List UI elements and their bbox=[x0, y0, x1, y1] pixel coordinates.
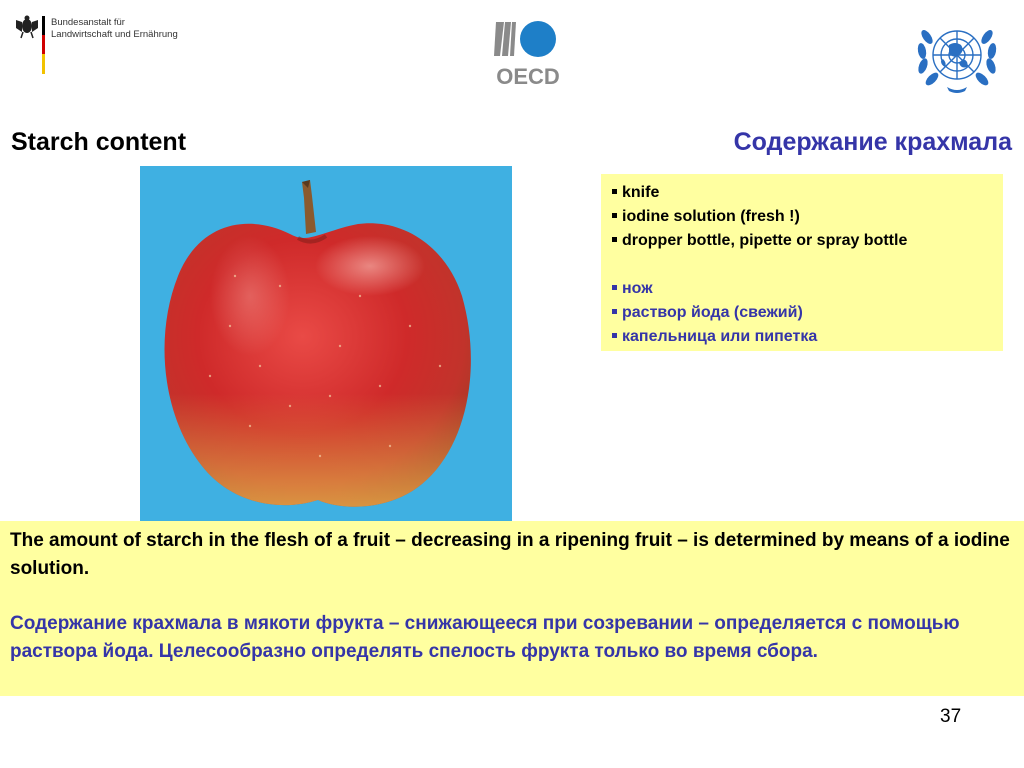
bullet-icon bbox=[612, 189, 617, 194]
agency-name bbox=[51, 17, 178, 41]
page-number: 37 bbox=[940, 706, 962, 727]
bullet-icon bbox=[612, 213, 617, 218]
agency-line-1: Bundesanstalt für bbox=[51, 17, 125, 28]
list-item bbox=[611, 301, 1003, 325]
un-emblem-icon bbox=[913, 15, 1001, 95]
list-item bbox=[611, 229, 1003, 253]
bullet-icon bbox=[612, 237, 617, 242]
bullet-icon bbox=[612, 285, 617, 290]
list-item bbox=[611, 277, 1003, 301]
tool-russian: раствор йода (свежий) bbox=[622, 304, 803, 321]
tool-russian: капельница или пипетка bbox=[622, 328, 818, 345]
oecd-logo-icon bbox=[492, 20, 564, 88]
tool-english: dropper bottle, pipette or spray bottle bbox=[622, 232, 908, 249]
german-eagle-icon bbox=[12, 14, 52, 76]
bullet-icon bbox=[612, 309, 617, 314]
agency-line-2: Landwirtschaft und Ernährung bbox=[51, 29, 178, 40]
list-item bbox=[611, 325, 1003, 349]
svg-text:OECD: OECD bbox=[496, 64, 560, 88]
bullet-icon bbox=[612, 333, 617, 338]
title-english: Starch content bbox=[11, 128, 187, 156]
list-item bbox=[611, 181, 1003, 205]
tool-russian: нож bbox=[622, 280, 653, 297]
apple-photo bbox=[140, 166, 512, 522]
tools-list bbox=[601, 174, 1003, 351]
description-english: The amount of starch in the flesh of a fruit – decreasing in a ripening fruit – is determined by means of a iodine solution. bbox=[10, 530, 1010, 579]
title-russian: Содержание крахмала bbox=[733, 128, 1012, 156]
tool-english: knife bbox=[622, 184, 660, 201]
tool-english: iodine solution (fresh !) bbox=[622, 208, 800, 225]
description-box bbox=[0, 521, 1024, 696]
description-russian: Содержание крахмала в мякоти фрукта – снижающееся при созревании – определяется с помощью раствора йода. Целесообразно определять спелость фрукта только во время сбора. bbox=[10, 613, 960, 662]
list-item bbox=[611, 205, 1003, 229]
